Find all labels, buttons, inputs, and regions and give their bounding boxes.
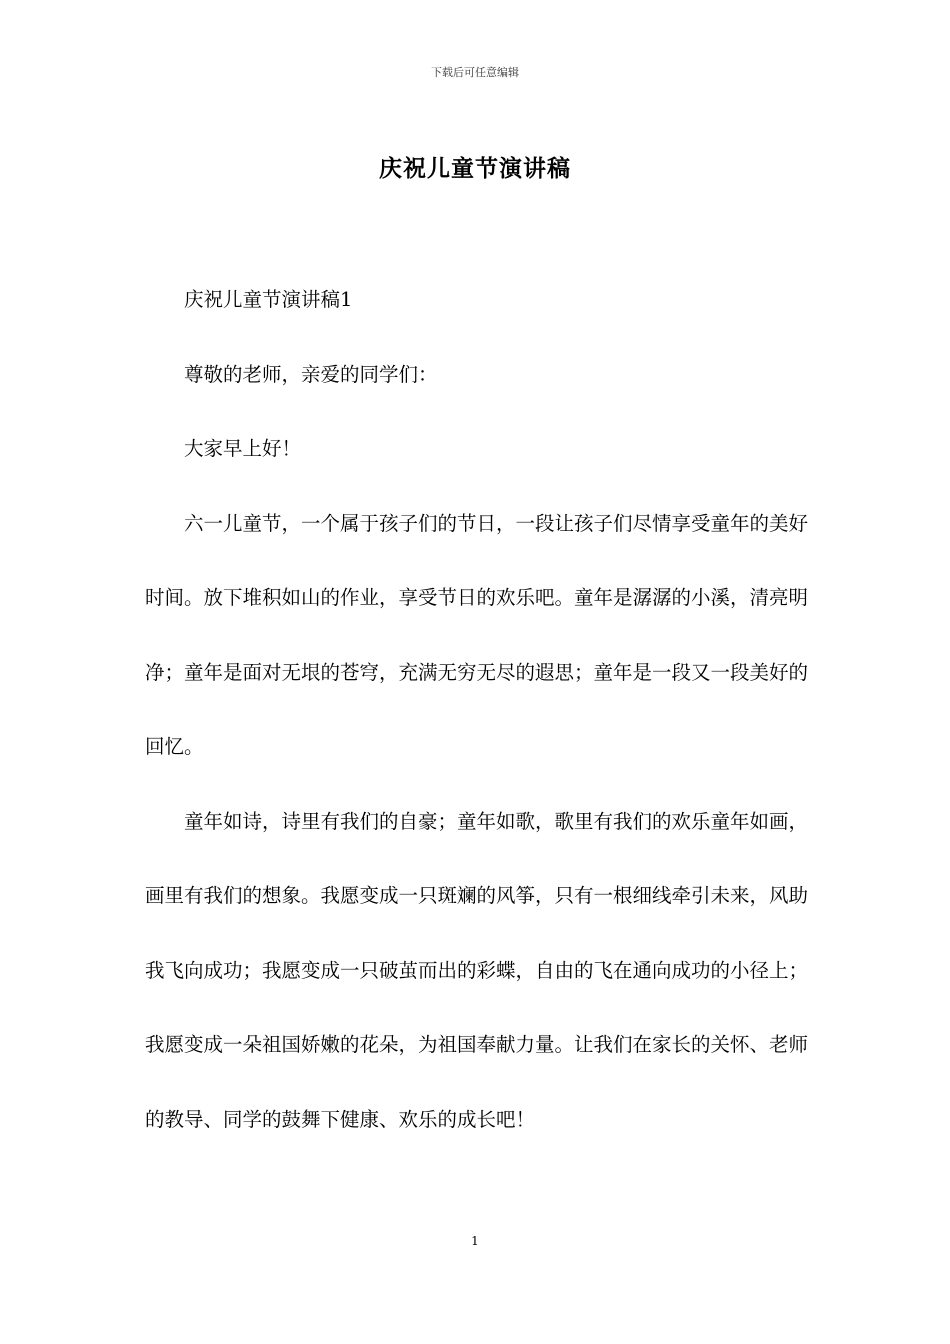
section-heading: 庆祝儿童节演讲稿1	[184, 288, 353, 311]
salutation-paragraph: 大家早上好！	[184, 437, 302, 460]
document-body	[145, 263, 825, 1157]
body-paragraph-wishes: 童年如诗，诗里有我们的自豪；童年如歌，歌里有我们的欢乐童年如画，画里有我们的想象。我愿变成一只斑斓的风筝，只有一根细线牵引未来，风助我飞向成功；我愿变成一只破茧而出的彩蝶，自由的飞在通向成功的小径上；我愿变成一朵祖国娇嫩的花朵，为祖国奉献力量。让我们在家长的关怀、老师的教导、同学的鼓舞下健康、欢乐的成长吧！	[145, 809, 809, 1131]
page-header: 下载后可任意编辑	[431, 66, 519, 79]
greeting-paragraph: 尊敬的老师，亲爱的同学们：	[184, 362, 438, 386]
body-paragraph-childhood: 六一儿童节，一个属于孩子们的节日，一段让孩子们尽情享受童年的美好时间。放下堆积如山的作业，享受节日的欢乐吧。童年是潺潺的小溪，清亮明净；童年是面对无垠的苍穹，充满无穷无尽的遐思；童年是一段又一段美好的回忆。	[145, 511, 809, 758]
document-title: 庆祝儿童节演讲稿	[379, 155, 571, 182]
page-number: 1	[471, 1234, 479, 1248]
